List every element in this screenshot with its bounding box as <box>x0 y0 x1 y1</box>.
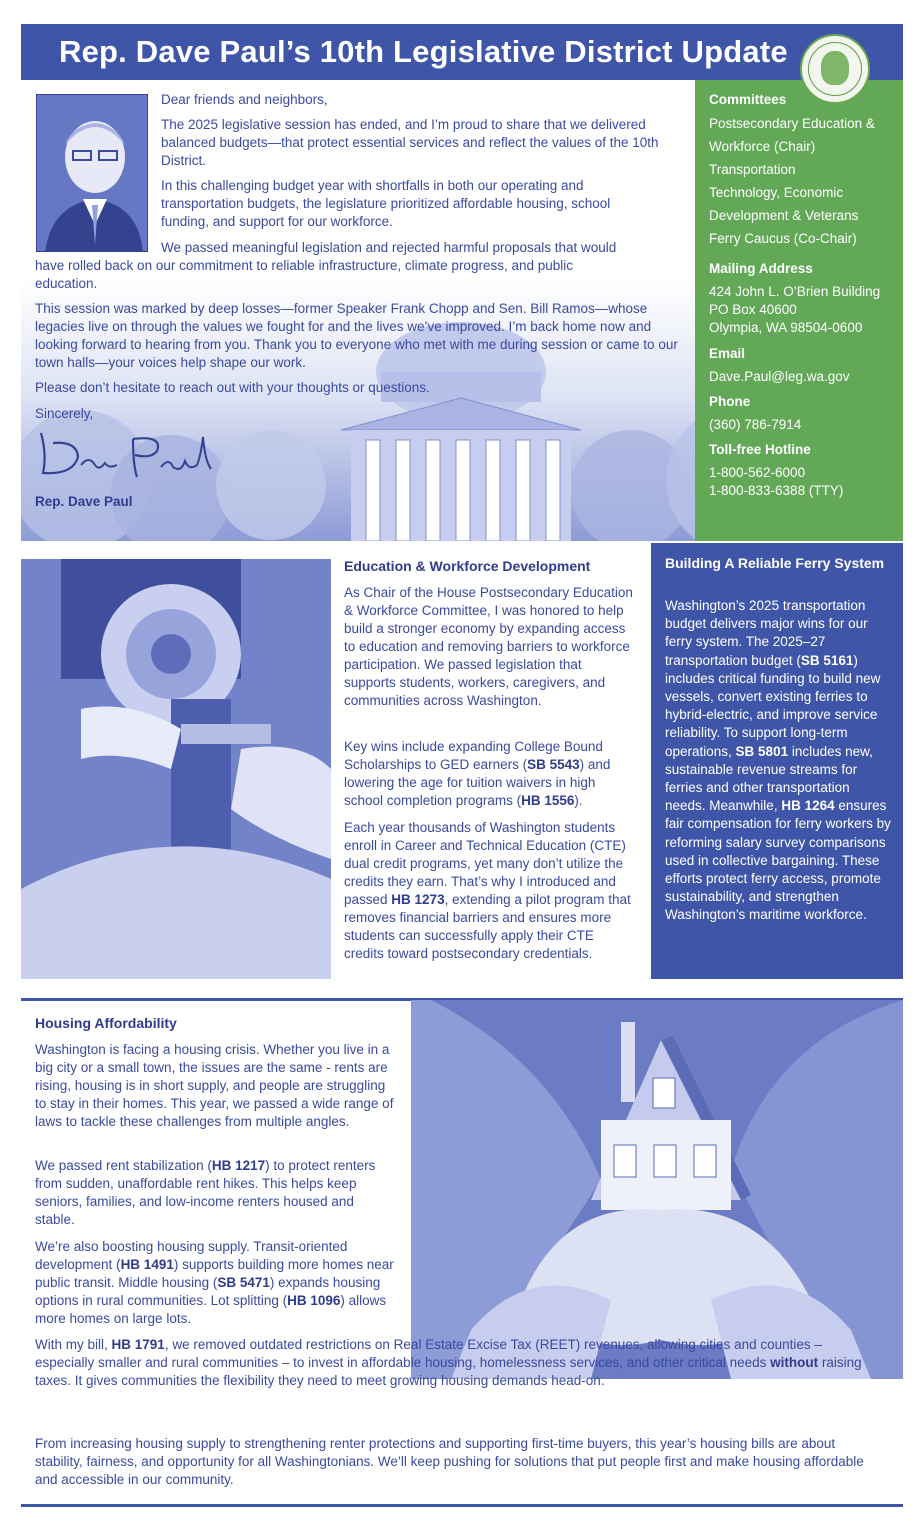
hotline-number: 1-800-833-6388 (TTY) <box>709 483 844 498</box>
hotline-numbers <box>709 464 843 500</box>
bill-hb1491: HB 1491 <box>120 1257 174 1272</box>
signature-image <box>33 425 223 485</box>
signature-name: Rep. Dave Paul <box>35 494 133 509</box>
bill-hb1264: HB 1264 <box>781 798 835 814</box>
education-paragraph-2: Key wins include expanding College Bound Scholarships to GED earners (SB 5543) and lowering the age for tuition waivers in high school completion programs (HB 1556). <box>344 739 611 808</box>
letter-paragraph-2: In this challenging budget year with shortfalls in both our operating and transportation budgets, the legislature prioritized affordable housing, school funding, and support for our workforce. <box>161 178 611 229</box>
letter-paragraph-1: The 2025 legislative session has ended, and I’m proud to share that we delivered balanced budgets—that protect essential services and reflect the values of the 10th District. <box>161 117 659 168</box>
housing-paragraph-4: With my bill, HB 1791, we removed outdated restrictions on Real Estate Excise Tax (REET) revenues, allowing cities and counties – especially smaller and rural communities – to invest in affordable housing, homelessness services, and other critical needs without raising taxes. It gives communities the flexibility they need to meet growing housing demands head-on. <box>35 1337 862 1388</box>
housing-paragraph-2: We passed rent stabilization (HB 1217) to protect renters from sudden, unaffordable rent hikes. This helps keep seniors, families, and low-income renters housed and stable. <box>35 1158 376 1227</box>
housing-heading: Housing Affordability <box>35 1015 177 1031</box>
education-heading: Education & Workforce Development <box>344 558 591 574</box>
house-in-hands-photo <box>411 1000 903 1379</box>
committee-item: Transportation <box>709 162 796 177</box>
ferry-sidebar <box>651 543 903 979</box>
hotline-heading: Toll-free Hotline <box>709 442 811 457</box>
education-paragraph-3: Each year thousands of Washington students enroll in Career and Technical Education (CTE) dual credit programs, yet many don’t utilize the credits they earn. That’s why I introduced and passed HB 1273, extending a pilot program that removes financial barriers and ensures more students can successfully apply their CTE credits toward postsecondary credentials. <box>344 820 631 961</box>
email-link[interactable]: Dave.Paul@leg.wa.gov <box>709 369 850 384</box>
committees-heading: Committees <box>709 92 787 107</box>
education-paragraph-1: As Chair of the House Postsecondary Education & Workforce Committee, I was honored to help build a stronger economy by expanding access to education and removing barriers to workforce participation. We passed legislation that supports students, workers, caregivers, and communities across Washington. <box>344 585 633 708</box>
address-line: Olympia, WA 98504-0600 <box>709 320 863 335</box>
committee-item: Development & Veterans <box>709 208 859 223</box>
letter-paragraph-5: Please don’t hesitate to reach out with your thoughts or questions. <box>35 380 430 395</box>
housing-paragraph-1: Washington is facing a housing crisis. Whether you live in a big city or a small town, the issues are the same - rents are rising, housing is in short supply, and people are struggling to stay in their homes. This year, we passed a wide range of laws to tackle these challenges from multiple angles. <box>35 1042 394 1129</box>
bill-hb1791: HB 1791 <box>111 1337 165 1352</box>
mailing-address <box>709 283 880 337</box>
ferry-heading: Building A Reliable Ferry System <box>665 555 885 571</box>
contact-sidebar <box>695 80 903 541</box>
housing-paragraph-5: From increasing housing supply to strengthening renter protections and supporting first-time buyers, this year’s housing bills are about stability, fairness, and opportunity for all Washingtonians. We’ll keep pushing for solutions that put people first and make housing affordable and accessible in our community. <box>35 1436 864 1487</box>
housing-paragraph-3: We’re also boosting housing supply. Transit-oriented development (HB 1491) supports building more homes near public transit. Middle housing (SB 5471) expands housing options in rural communities. Lot splitting (HB 1096) allows more homes on large lots. <box>35 1239 394 1326</box>
page-title: Rep. Dave Paul’s 10th Legislative District Update <box>59 34 788 69</box>
address-line: PO Box 40600 <box>709 302 797 317</box>
state-seal-logo <box>800 34 870 104</box>
phone-heading: Phone <box>709 394 751 409</box>
mailing-heading: Mailing Address <box>709 261 813 276</box>
ferry-paragraph: Washington’s 2025 transportation budget delivers major wins for our ferry system. The 2025–27 transportation budget (SB 5161) includes critical funding to build new vessels, convert existing ferries to hybrid-electric, and improve service reliability. To support long-term operations, SB 5801 includes new, sustainable revenue streams for ferries and other transportation needs. Meanwhile, HB 1264 ensures fair compensation for ferry workers by reforming salary survey comparisons used in collective bargaining. These efforts protect ferry access, promote sustainability, and strengthen Washington’s maritime workforce. <box>665 598 891 923</box>
footer-divider <box>21 1504 903 1507</box>
closing: Sincerely, <box>35 406 94 421</box>
phone-number: (360) 786-7914 <box>709 417 802 432</box>
letter-paragraph-4: This session was marked by deep losses—former Speaker Frank Chopp and Sen. Bill Ramos—whose legacies live on through the values we fought for and the lives we’ve improved. I’m back home now and looking forward to hearing from you. Thank you to everyone who met with me during session or came to our town halls—your voices help shape our work. <box>35 301 678 370</box>
bill-hb1556: HB 1556 <box>521 793 575 808</box>
bill-hb1273: HB 1273 <box>391 892 445 907</box>
machinist-photo <box>21 559 331 979</box>
address-line: 424 John L. O’Brien Building <box>709 284 881 299</box>
greeting: Dear friends and neighbors, <box>161 92 328 107</box>
committees-list <box>709 112 899 250</box>
email-heading: Email <box>709 346 746 361</box>
bill-hb1217: HB 1217 <box>211 1158 266 1173</box>
header-banner <box>21 24 903 80</box>
bill-sb5161: SB 5161 <box>800 652 854 668</box>
bill-sb5801: SB 5801 <box>735 743 789 759</box>
committee-item: Postsecondary Education & <box>709 116 875 131</box>
bill-sb5471: SB 5471 <box>217 1275 270 1290</box>
emphasis-without: without <box>770 1355 819 1370</box>
hotline-number: 1-800-562-6000 <box>709 465 806 480</box>
portrait-photo <box>36 94 148 252</box>
letter-paragraph-3: We passed meaningful legislation and rejected harmful proposals that would have rolled back on our commitment to reliable infrastructure, climate progress, and public education. <box>35 240 617 291</box>
committee-item: Workforce (Chair) <box>709 139 816 154</box>
bill-sb5543: SB 5543 <box>527 757 580 772</box>
bill-hb1096: HB 1096 <box>287 1293 341 1308</box>
committee-item: Technology, Economic <box>709 185 844 200</box>
committee-item: Ferry Caucus (Co-Chair) <box>709 231 857 246</box>
